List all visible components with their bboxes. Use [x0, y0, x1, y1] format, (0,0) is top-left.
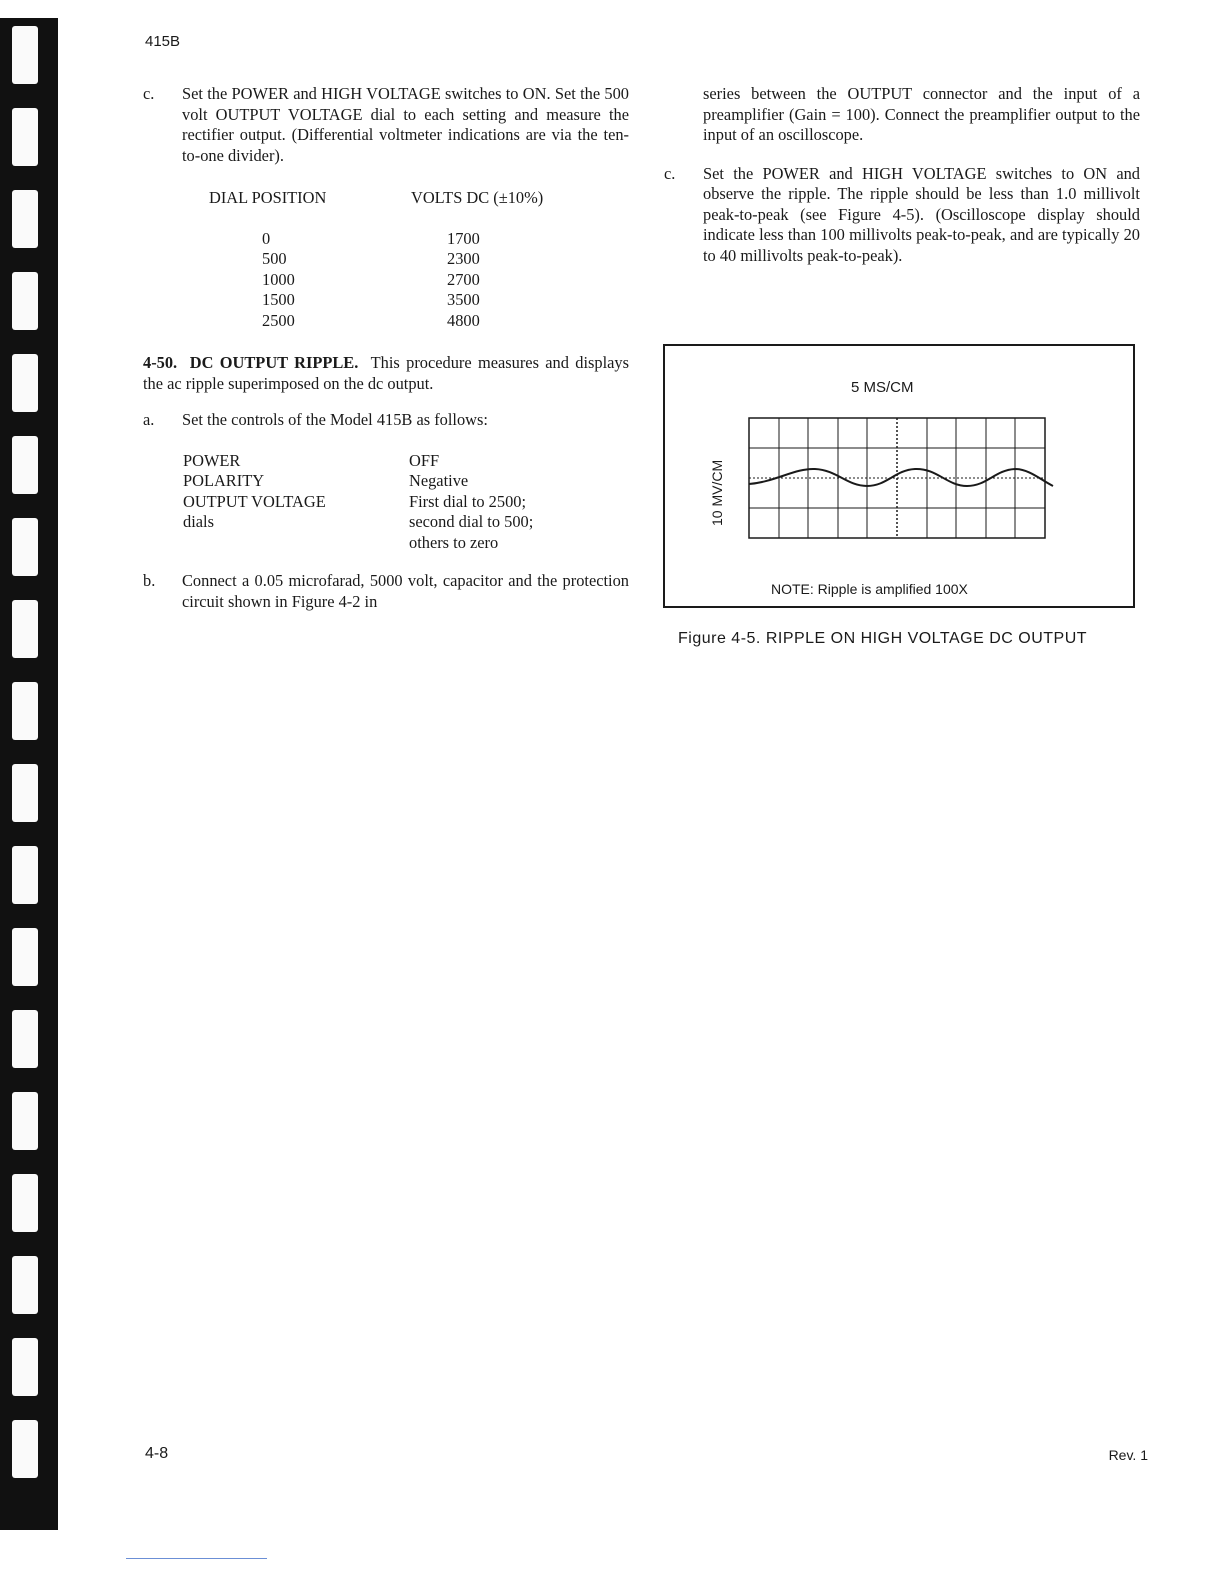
- step-b: [143, 571, 629, 612]
- table-row: [209, 270, 629, 291]
- control-value: second dial to 500;: [409, 512, 534, 532]
- film-hole: [12, 1092, 38, 1150]
- step-a: [143, 410, 629, 431]
- control-name: OUTPUT VOLTAGE: [183, 491, 326, 511]
- step-letter: b.: [143, 571, 156, 591]
- film-hole: [12, 1338, 38, 1396]
- film-hole: [12, 354, 38, 412]
- dial-position-cell: 1000: [262, 269, 295, 289]
- step-c-left: [143, 84, 629, 166]
- section-text: This procedure measures and displays the ac ripple superimposed on the dc output.: [143, 353, 629, 393]
- dial-position-cell: 1500: [262, 290, 295, 309]
- film-hole: [12, 764, 38, 822]
- volts-cell: 2300: [447, 249, 480, 268]
- control-setting: [183, 492, 629, 513]
- step-text: Set the POWER and HIGH VOLTAGE switches to ON. Set the 500 volt OUTPUT VOLTAGE dial to each setting and measure the rectifier output. (Differential voltmeter indications are via the ten-to-one divider).: [182, 84, 629, 165]
- page-number: 4-8: [145, 1445, 169, 1462]
- control-settings-list: [183, 451, 629, 554]
- film-hole: [12, 846, 38, 904]
- table-row: [209, 229, 629, 250]
- control-name: POLARITY: [183, 471, 265, 491]
- film-hole: [12, 1420, 38, 1478]
- section-title: DC OUTPUT RIPPLE.: [189, 353, 359, 372]
- step-letter: c.: [664, 163, 676, 183]
- film-hole: [12, 1174, 38, 1232]
- control-name: POWER: [183, 450, 241, 470]
- film-hole: [12, 26, 38, 84]
- dial-position-cell: 0: [262, 228, 271, 248]
- column-header-volts-dc: VOLTS DC (±10%): [411, 188, 544, 207]
- film-hole: [12, 600, 38, 658]
- film-hole: [12, 518, 38, 576]
- film-hole: [12, 272, 38, 330]
- film-hole: [12, 1256, 38, 1314]
- table-header: [209, 188, 629, 209]
- oscilloscope-graticule: [665, 346, 1133, 606]
- continued-text: series between the OUTPUT connector and the input of a preamplifier (Gain = 100). Connect the preamplifier output to the input of an oscilloscope.: [703, 84, 1140, 144]
- control-value: OFF: [409, 450, 440, 470]
- revision-label: Rev. 1: [1108, 1447, 1148, 1463]
- control-value: Negative: [409, 471, 469, 491]
- figure-caption: Figure 4-5. RIPPLE ON HIGH VOLTAGE DC OUTPUT: [678, 630, 1088, 647]
- table-row: [209, 311, 629, 332]
- voltage-scale-label: 10 MV/CM: [709, 459, 725, 526]
- table-row: [209, 249, 629, 270]
- step-text: Set the controls of the Model 415B as follows:: [182, 410, 488, 430]
- continued-paragraph: [664, 84, 1140, 146]
- film-hole: [12, 436, 38, 494]
- left-column: [143, 84, 629, 612]
- film-hole: [12, 190, 38, 248]
- control-setting: [183, 512, 629, 533]
- control-name: dials: [183, 512, 214, 532]
- film-hole: [12, 108, 38, 166]
- scan-artifact-line: [126, 1558, 267, 1559]
- step-letter: a.: [143, 410, 155, 430]
- ripple-waveform-trace: [749, 469, 1053, 486]
- section-4-50: [143, 353, 629, 394]
- dial-position-cell: 500: [262, 249, 287, 268]
- step-letter: c.: [143, 84, 155, 103]
- figure-note: NOTE: Ripple is amplified 100X: [771, 581, 968, 597]
- dial-position-cell: 2500: [262, 310, 295, 330]
- volts-cell: 1700: [447, 228, 480, 248]
- figure-4-5-box: [663, 344, 1135, 608]
- dial-voltage-table: [209, 188, 629, 331]
- page-header-model: 415B: [145, 33, 181, 50]
- control-setting: [183, 451, 629, 472]
- step-text: Connect a 0.05 microfarad, 5000 volt, capacitor and the protection circuit shown in Figure 4-2 in: [182, 571, 629, 611]
- section-number: 4-50.: [143, 353, 178, 372]
- film-hole: [12, 682, 38, 740]
- right-column: [664, 84, 1140, 266]
- control-name: [183, 533, 409, 554]
- film-hole: [12, 928, 38, 986]
- film-strip-edge: [0, 18, 58, 1530]
- column-header-dial-position: DIAL POSITION: [209, 188, 327, 207]
- volts-cell: 3500: [447, 290, 480, 309]
- control-value: First dial to 2500;: [409, 491, 527, 511]
- control-setting: [183, 533, 629, 554]
- time-scale-label: 5 MS/CM: [851, 379, 914, 396]
- table-body: [209, 229, 629, 332]
- film-hole: [12, 1010, 38, 1068]
- step-text: Set the POWER and HIGH VOLTAGE switches to ON and observe the ripple. The ripple should be less than 1.0 millivolt peak-to-peak (see Figure 4-5). (Oscilloscope display should indicate less than 100 millivolts peak-to-peak, and are typically 20 to 40 millivolts peak-to-peak).: [703, 163, 1140, 265]
- table-row: [209, 290, 629, 311]
- control-setting: [183, 471, 629, 492]
- graticule-grid: [749, 418, 1045, 538]
- volts-cell: 2700: [447, 269, 480, 289]
- volts-cell: 4800: [447, 310, 480, 330]
- control-value: others to zero: [409, 532, 499, 552]
- step-c-right: [664, 164, 1140, 267]
